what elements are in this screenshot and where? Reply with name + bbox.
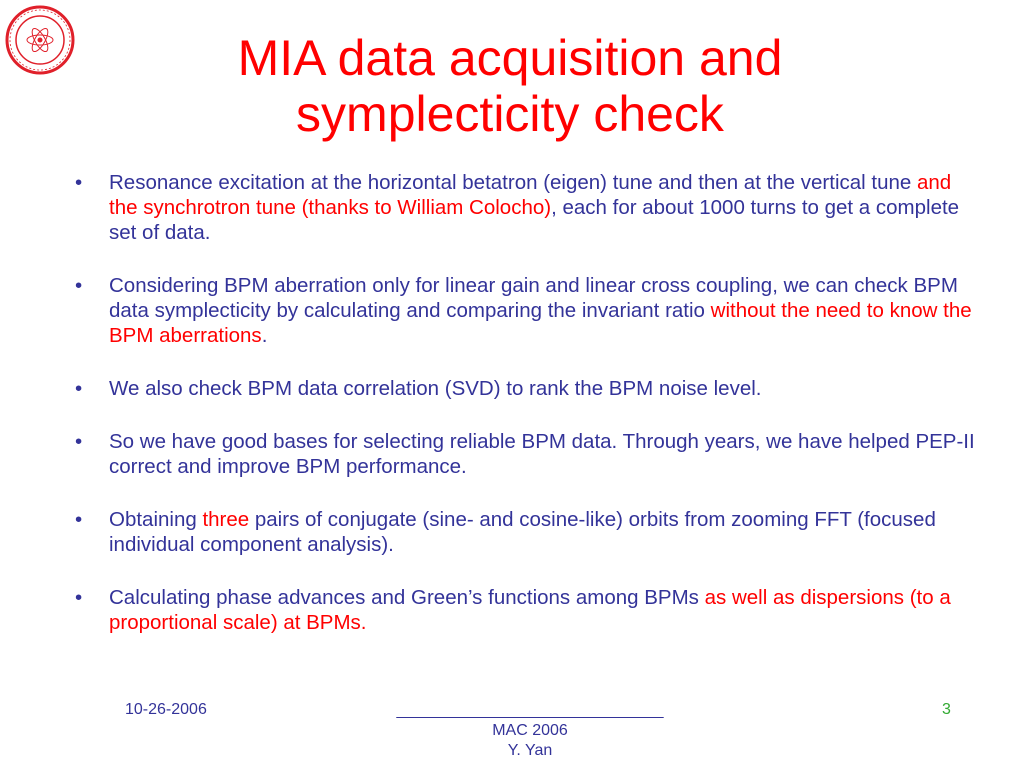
bullet-item <box>75 507 975 557</box>
bullet-text: pairs of conjugate (sine- and cosine-like) orbits from zooming FFT (focused individual component analysis). <box>109 508 936 556</box>
bullet-text: We also check BPM data correlation (SVD) to rank the BPM noise level. <box>109 377 762 400</box>
bullet-item <box>75 585 975 635</box>
slide-title <box>130 30 890 142</box>
page-number: 3 <box>942 701 951 718</box>
bullet-marker: • <box>75 586 83 609</box>
bullet-marker: • <box>75 508 83 531</box>
slac-seal-icon <box>4 4 76 76</box>
footer-rule: ______________________________ <box>396 702 664 719</box>
bullet-item <box>75 170 975 245</box>
bullet-highlight: and the synchrotron tune (thanks to William Colocho) <box>109 171 952 219</box>
title-line-1: MIA data acquisition and <box>237 30 783 86</box>
bullet-text: Considering BPM aberration only for linear gain and linear cross coupling, we can check BPM data symplecticity by calculating and comparing the invariant ratio <box>109 274 958 322</box>
bullet-marker: • <box>75 274 83 297</box>
bullet-text: Resonance excitation at the horizontal betatron (eigen) tune and then at the vertical tune <box>109 171 917 194</box>
footer-author: Y. Yan <box>507 742 553 759</box>
bullet-marker: • <box>75 377 83 400</box>
bullet-text: , each for about 1000 turns to get a complete set of data. <box>109 196 960 244</box>
bullet-text: . <box>261 324 268 347</box>
footer-date: 10-26-2006 <box>125 701 207 718</box>
bullet-marker: • <box>75 171 83 194</box>
bullet-item <box>75 376 975 401</box>
bullet-highlight: three <box>202 508 250 531</box>
bullet-highlight: as well as dispersions (to a proportional scale) at BPMs. <box>109 586 951 634</box>
footer-center <box>380 701 680 761</box>
bullet-list <box>75 170 975 663</box>
bullet-item <box>75 273 975 348</box>
bullet-text: Calculating phase advances and Green’s functions among BPMs <box>109 586 705 609</box>
bullet-item <box>75 429 975 479</box>
bullet-highlight: without the need to know the BPM aberrations <box>109 299 972 347</box>
footer-event: MAC 2006 <box>492 722 568 739</box>
bullet-marker: • <box>75 430 83 453</box>
title-line-2: symplecticity check <box>296 86 724 142</box>
bullet-text: So we have good bases for selecting reliable BPM data. Through years, we have helped PEP-II correct and improve BPM performance. <box>109 430 975 478</box>
bullet-text: Obtaining <box>109 508 203 531</box>
